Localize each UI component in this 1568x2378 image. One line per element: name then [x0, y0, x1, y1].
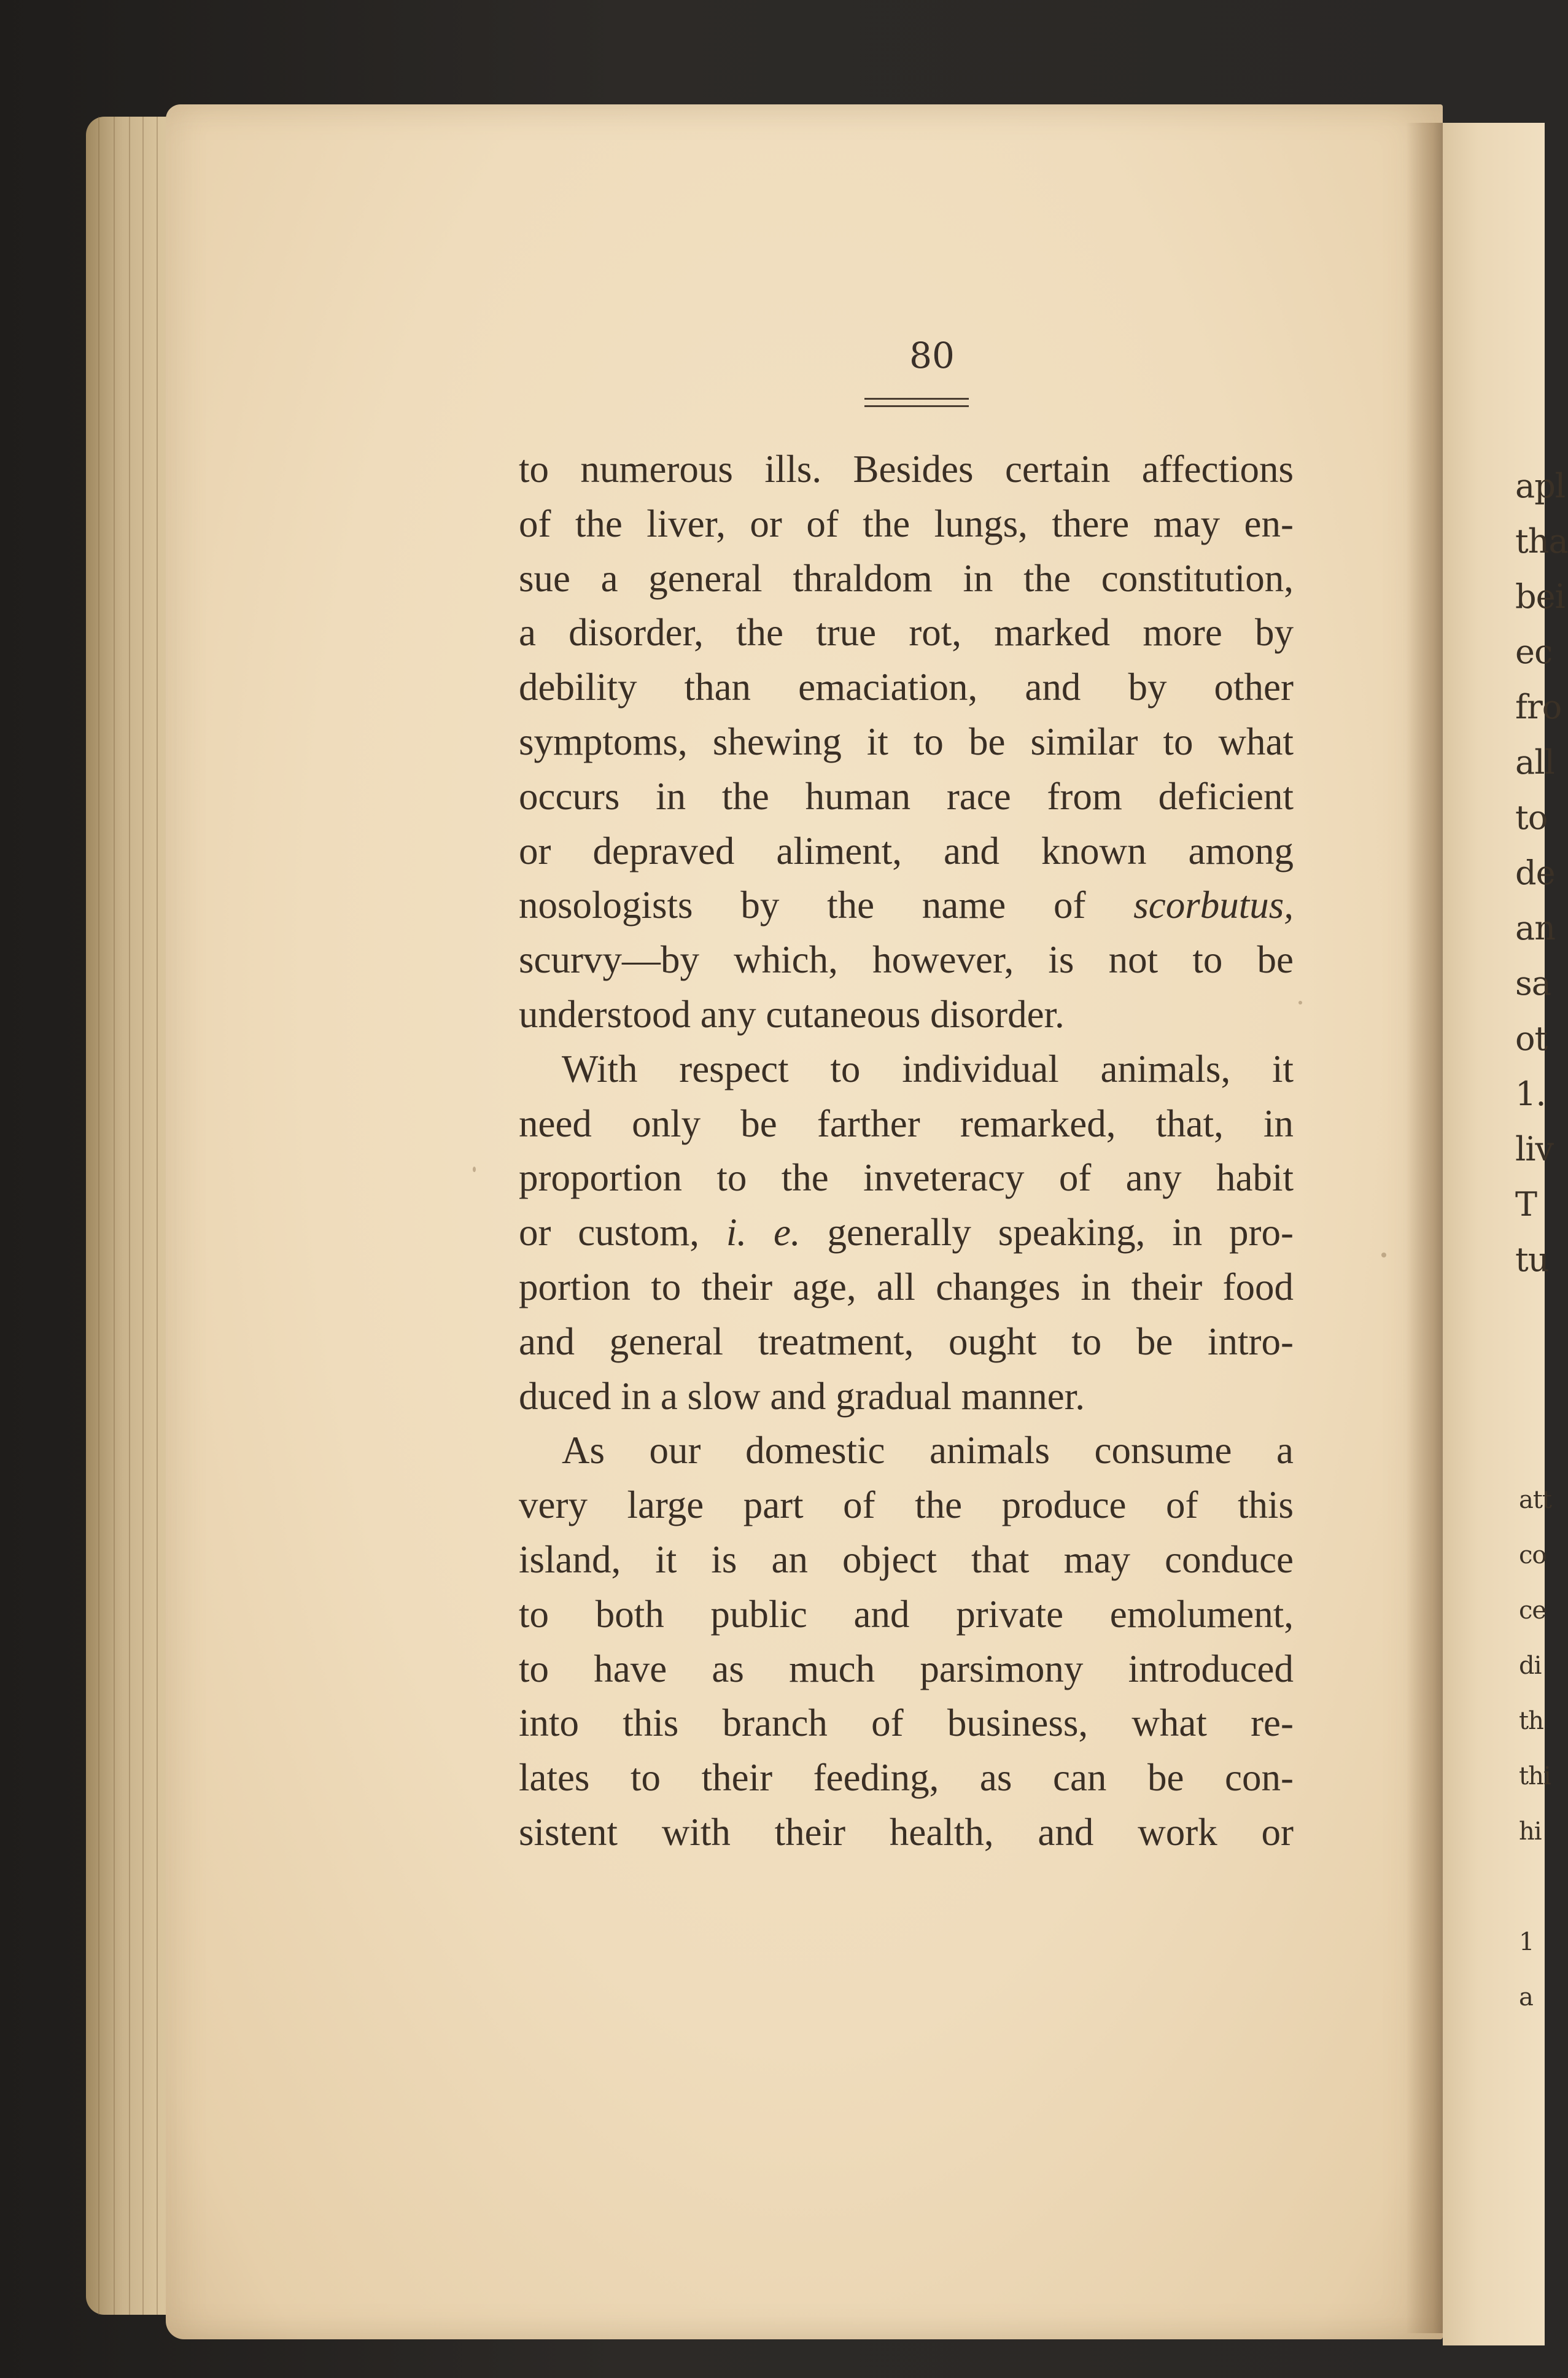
fragment-text: de — [1515, 853, 1555, 892]
text-line: to both public and private emolument, — [519, 1592, 1294, 1636]
fragment-text: 1. — [1515, 1074, 1546, 1113]
text-line: to numerous ills. Besides certain affections — [519, 448, 1294, 491]
fragment-text: tu — [1515, 1240, 1549, 1279]
text-line: or depraved aliment, and known among — [519, 829, 1294, 872]
fragment-text: ce — [1519, 1596, 1547, 1625]
text-line: As our domestic animals consume a — [562, 1429, 1294, 1472]
header-rule — [864, 398, 969, 407]
text-line: island, it is an object that may conduce — [519, 1537, 1294, 1581]
fragment-text: th — [1519, 1707, 1543, 1735]
text-line: understood any cutaneous disorder. — [519, 992, 1065, 1036]
right-page-fragment — [1443, 123, 1568, 2345]
text-line: scurvy—by which, however, is not to be — [519, 938, 1294, 982]
page-number: 80 — [909, 335, 955, 376]
text-line: a disorder, the true rot, marked more by — [519, 611, 1294, 655]
text-line: nosologists by the name of scorbutus, — [519, 884, 1294, 927]
fragment-text: tha — [1515, 522, 1568, 561]
italic-term: i. e. — [726, 1211, 801, 1254]
text-line: into this branch of business, what re- — [519, 1701, 1294, 1745]
text-line: occurs in the human race from deficient — [519, 774, 1294, 818]
fragment-text: thi — [1519, 1762, 1551, 1790]
fragment-text: ec — [1515, 632, 1553, 671]
fragment-text: ot — [1515, 1019, 1548, 1058]
paper-speck — [473, 1167, 476, 1172]
fragment-text: 1 — [1519, 1928, 1534, 1956]
fragment-text: sa — [1515, 964, 1551, 1003]
fragment-text: hi — [1519, 1817, 1542, 1846]
text-line: sistent with their health, and work or — [519, 1810, 1294, 1854]
text-line: With respect to individual animals, it — [562, 1047, 1294, 1090]
text-line: need only be farther remarked, that, in — [519, 1102, 1294, 1145]
fragment-text: T — [1515, 1185, 1537, 1224]
fragment-text: fro — [1515, 688, 1562, 726]
fragment-text: att — [1519, 1486, 1551, 1514]
italic-term: scorbutus, — [1133, 884, 1294, 927]
fragment-text: co — [1519, 1541, 1547, 1569]
fragment-text: bei — [1515, 577, 1565, 616]
text-line: and general treatment, ought to be intro- — [519, 1319, 1294, 1363]
text-line: very large part of the produce of this — [519, 1483, 1294, 1527]
fragment-text: apl — [1515, 467, 1566, 505]
fragment-text: a — [1519, 1983, 1533, 2011]
text-line: or custom, i. e. generally speaking, in pro- — [519, 1211, 1294, 1254]
paper-speck — [1381, 1253, 1386, 1257]
text-line: lates to their feeding, as can be con- — [519, 1756, 1294, 1800]
text-line: symptoms, shewing it to be similar to what — [519, 720, 1294, 763]
body-text — [519, 442, 1294, 1860]
fragment-text: di — [1519, 1652, 1542, 1680]
text-line: to have as much parsimony introduced — [519, 1647, 1294, 1690]
fragment-text: an — [1515, 909, 1555, 947]
fragment-text: all — [1515, 743, 1554, 782]
fragment-text: to — [1515, 798, 1548, 837]
text-line: proportion to the inveteracy of any habit — [519, 1156, 1294, 1200]
text-line: portion to their age, all changes in their food — [519, 1265, 1294, 1308]
text-line: sue a general thraldom in the constitution, — [519, 556, 1294, 600]
paper-speck — [1298, 1001, 1302, 1004]
text-line: debility than emaciation, and by other — [519, 666, 1294, 709]
text-line: of the liver, or of the lungs, there may en- — [519, 502, 1294, 545]
text-line: duced in a slow and gradual manner. — [519, 1374, 1085, 1418]
fragment-text: liv — [1515, 1130, 1554, 1168]
